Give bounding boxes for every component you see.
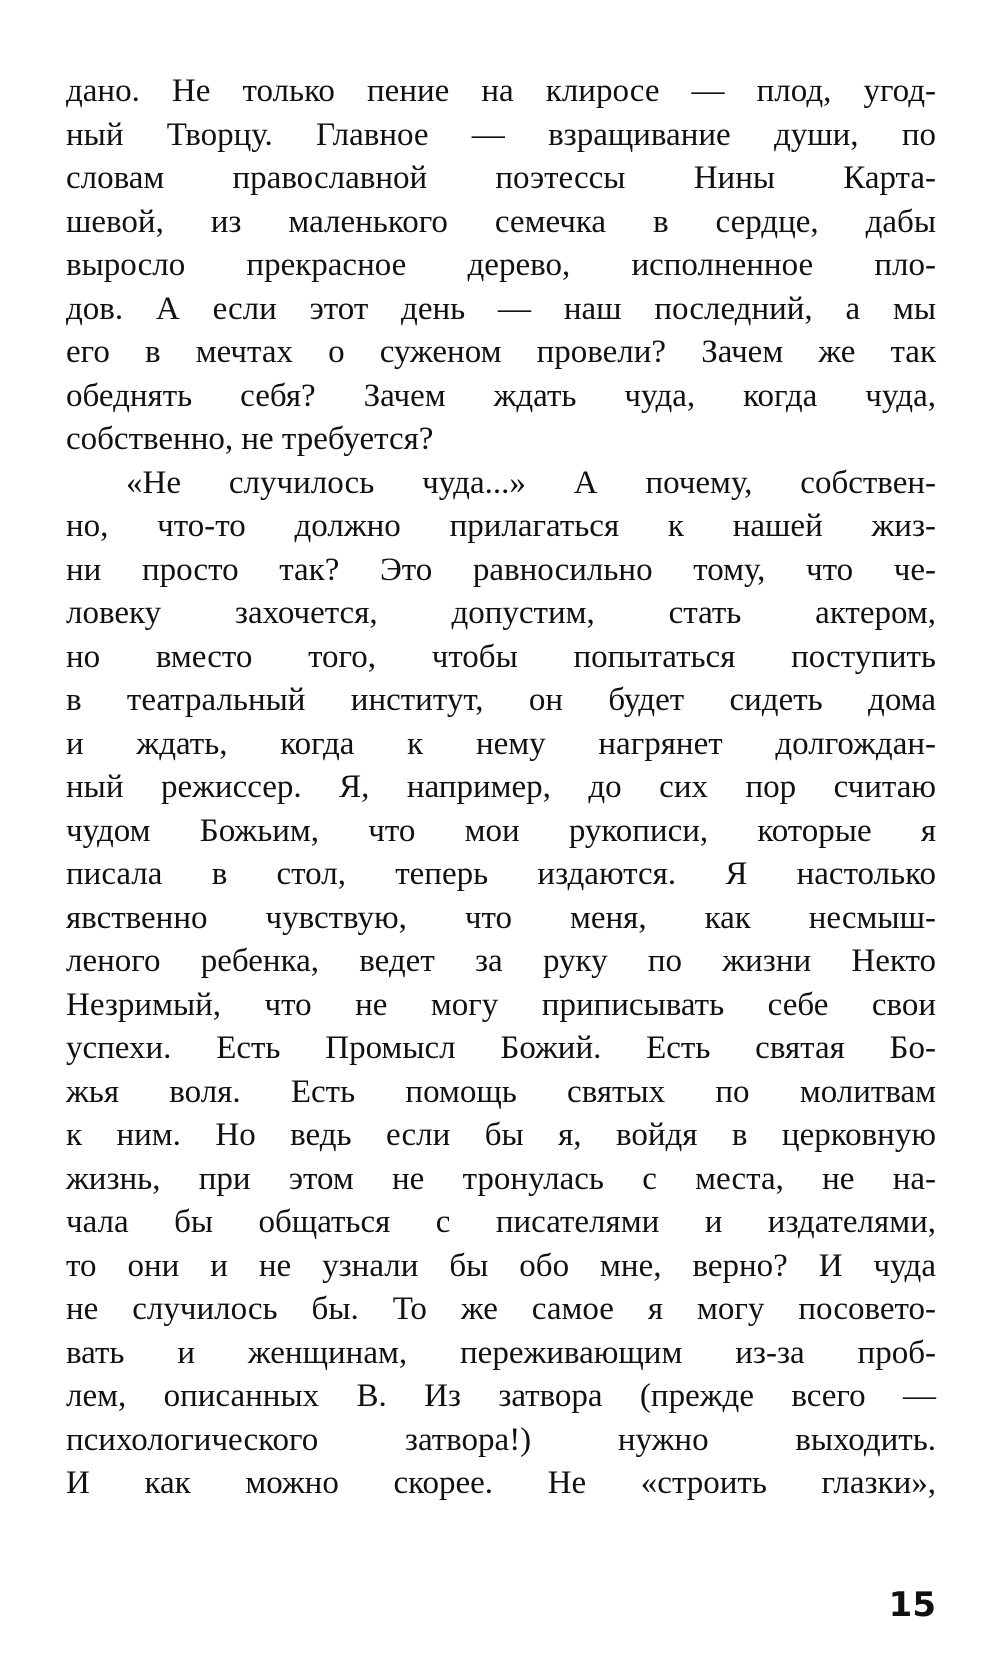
text-line: его в мечтах о суженом провели? Зачем же так [66,334,936,370]
text-line: «Не случилось чуда...» А почему, собствен- [126,464,936,501]
text-line: леного ребенка, ведет за руку по жизни Некто [66,943,936,979]
text-line: жизнь, при этом не тронулась с места, не на- [66,1160,936,1197]
text-line: выросло прекрасное дерево, исполненное пло- [66,247,936,283]
text-line: ный режиссер. Я, например, до сих пор считаю [66,769,936,805]
text-line: ловеку захочется, допустим, стать актером, [66,595,936,631]
text-line: жья воля. Есть помощь святых по молитвам [66,1073,936,1110]
text-line: собственно, не требуется? [66,421,434,457]
text-line: но, что-то должно прилагаться к нашей жиз- [66,508,936,544]
text-line: ни просто так? Это равносильно тому, что че- [66,551,936,588]
text-line: к ним. Но ведь если бы я, войдя в церковную [66,1117,936,1153]
text-line: Незримый, что не могу приписывать себе свои [66,986,936,1023]
text-line: не случилось бы. То же самое я могу посовето- [66,1291,936,1327]
text-line: вать и женщинам, переживающим из-за проб- [66,1334,936,1371]
text-line: чала бы общаться с писателями и издателями, [66,1204,936,1240]
text-line: обеднять себя? Зачем ждать чуда, когда чуда, [66,377,936,414]
text-line: ный Творцу. Главное — взращивание души, по [66,116,936,153]
text-line: словам православной поэтессы Нины Карта- [66,160,936,196]
text-line: но вместо того, чтобы попытаться поступить [66,638,936,675]
text-line: и ждать, когда к нему нагрянет долгождан- [66,725,936,762]
text-line: чудом Божьим, что мои рукописи, которые я [66,812,936,849]
text-line: явственно чувствую, что меня, как несмыш- [66,899,936,936]
text-line: шевой, из маленького семечка в сердце, дабы [66,203,936,240]
text-line: дов. А если этот день — наш последний, а мы [66,290,936,327]
text-line: то они и не узнали бы обо мне, верно? И чуда [66,1247,936,1284]
text-line: писала в стол, теперь издаются. Я настолько [66,856,936,892]
text-line: И как можно скорее. Не «строить глазки», [66,1465,936,1501]
text-line: лем, описанных В. Из затвора (прежде всего — [66,1378,936,1414]
text-line: успехи. Есть Промысл Божий. Есть святая Бо- [66,1030,936,1066]
body-text [66,70,936,1506]
text-line: дано. Не только пение на клиросе — плод, угод- [66,73,936,109]
page-number: 15 [888,1585,936,1625]
text-line: в театральный институт, он будет сидеть дома [66,682,936,718]
text-line: психологического затвора!) нужно выходить. [66,1421,936,1458]
